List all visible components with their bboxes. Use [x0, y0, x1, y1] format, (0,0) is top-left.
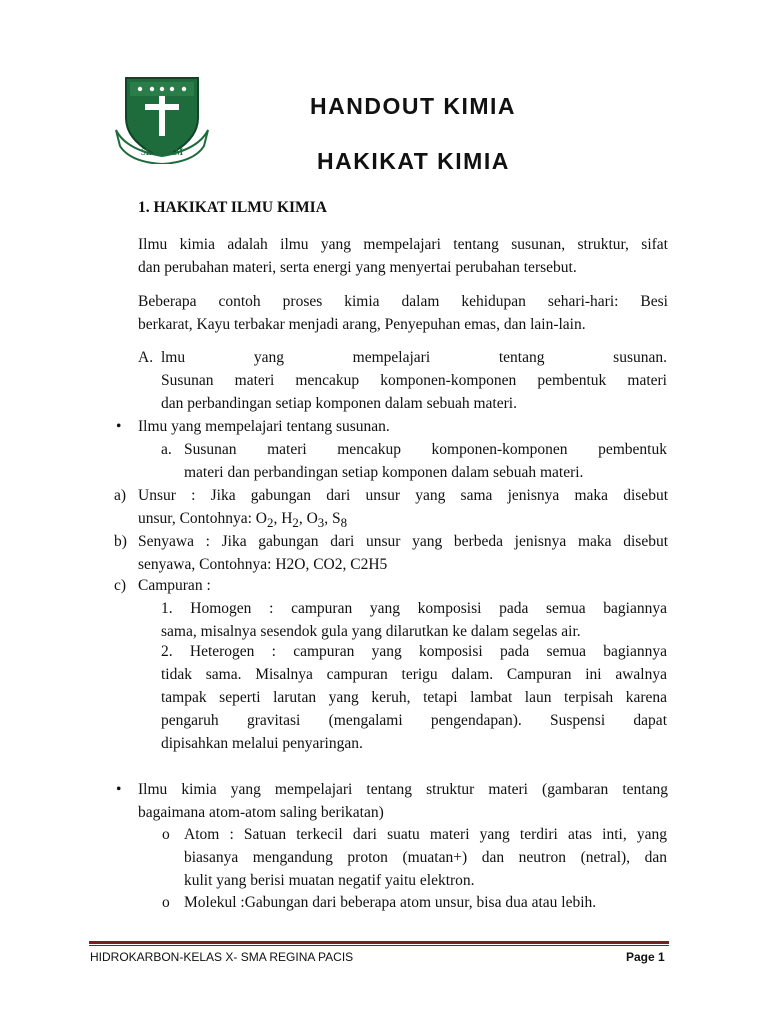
- footer-rule: [89, 941, 669, 944]
- document-subtitle: HAKIKAT KIMIA: [317, 148, 510, 174]
- list-item-campuran: Campuran :: [138, 577, 211, 594]
- bullet-text: Ilmu yang mempelajari tentang susunan.: [138, 418, 390, 435]
- item-a-text: lmu yang mempelajari tentang susunan. Susunan materi mencakup komponen-komponen pembentuk materi dan perbandingan setiap komponen dalam sebuah materi.: [161, 349, 667, 412]
- document-title: HANDOUT KIMIA: [310, 93, 517, 119]
- school-logo: [112, 72, 212, 164]
- section-heading: 1. HAKIKAT ILMU KIMIA: [138, 199, 327, 216]
- sub-item-text: Susunan materi mencakup komponen-komponen pembentuk materi dan perbandingan setiap komponen dalam sebuah materi.: [184, 441, 667, 481]
- list-marker-a: a): [114, 487, 127, 504]
- list-marker-b: b): [114, 533, 127, 550]
- bullet-marker-2: •: [116, 781, 122, 798]
- formula-h2: $H_2$: [281, 510, 299, 531]
- sub-bullet-atom: Atom : Satuan terkecil dari suatu materi yang terdiri atas inti, yang biasanya mengandung proton (muatan+) dan neutron (netral), dan kulit yang berisi muatan negatif yaitu elektron.: [184, 826, 667, 889]
- list-item-unsur: Unsur : Jika gabungan dari unsur yang sama jenisnya maka disebut unsur, Contohnya: $O_2$, $H_2$, $O_3$, $S_8$: [138, 487, 668, 531]
- formula-s8: $S_8$: [332, 510, 348, 531]
- campuran-heterogen: 2. Heterogen : campuran yang komposisi pada semua bagiannya tidak sama. Misalnya campuran terigu dalam. Campuran ini awalnya tampak seperti larutan yang keruh, tetapi lambat laun terpisah karena pengaruh gravitasi (mengalami pengendapan). Suspensi dapat dipisahkan melalui penyaringan.: [161, 643, 667, 752]
- page-number: Page 1: [626, 950, 665, 964]
- sub-bullet-molekul-marker: o: [162, 894, 170, 911]
- formula-o2: $O_2$: [255, 510, 274, 531]
- footer-text: HIDROKARBON-KELAS X- SMA REGINA PACIS: [90, 950, 354, 964]
- sub-item-marker: a.: [161, 441, 172, 458]
- item-a-marker: A.: [138, 349, 154, 366]
- bullet-marker: •: [116, 418, 122, 435]
- campuran-homogen: 1. Homogen : campuran yang komposisi pada semua bagiannya sama, misalnya sesendok gula yang dilarutkan ke dalam segelas air.: [161, 600, 667, 640]
- sub-bullet-molekul: Molekul :Gabungan dari beberapa atom unsur, bisa dua atau lebih.: [184, 894, 597, 911]
- paragraph-definition: Ilmu kimia adalah ilmu yang mempelajari tentang susunan, struktur, sifat dan perubahan materi, serta energi yang menyertai perubahan tersebut.: [138, 236, 668, 276]
- footer-rule-thin: [89, 945, 669, 946]
- list-item-senyawa: Senyawa : Jika gabungan dari unsur yang berbeda jenisnya maka disebut senyawa, Contohnya: H2O, CO2, C2H5: [138, 533, 668, 573]
- paragraph-examples: Beberapa contoh proses kimia dalam kehidupan sehari-hari: Besi berkarat, Kayu terbakar menjadi arang, Penyepuhan emas, dan lain-lain.: [138, 293, 668, 333]
- sub-bullet-atom-marker: o: [162, 826, 170, 843]
- list-marker-c: c): [114, 577, 127, 594]
- formula-o3: $O_3$: [306, 510, 325, 531]
- bullet-structure-text: Ilmu kimia yang mempelajari tentang struktur materi (gambaran tentang bagaimana atom-atom saling berikatan): [138, 781, 668, 821]
- logo-motto: SERVIAM: [140, 147, 184, 157]
